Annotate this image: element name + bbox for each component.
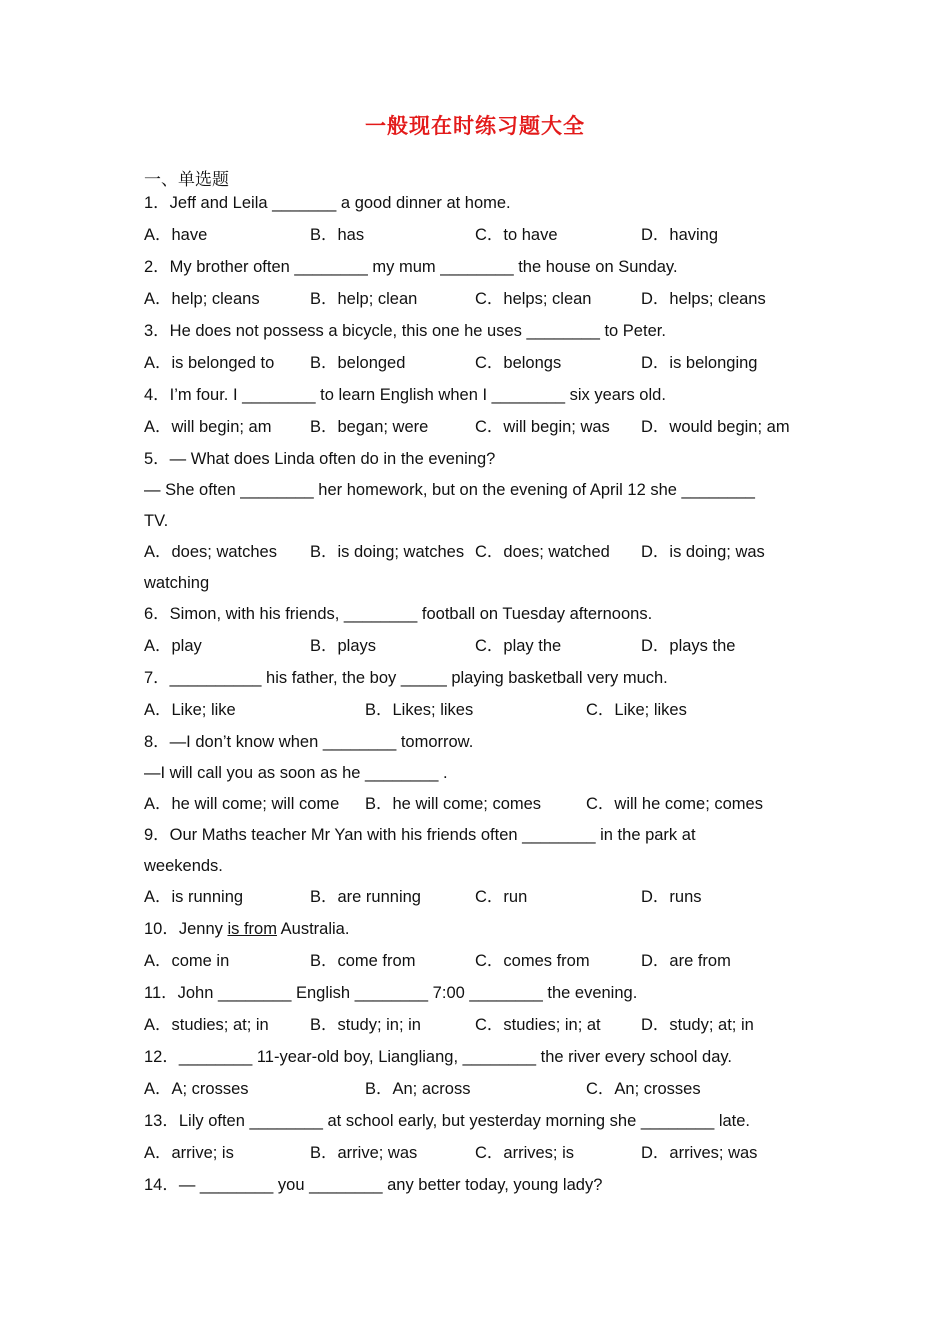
option-b: B．belonged — [310, 354, 406, 372]
option-c: C．Like; likes — [586, 701, 687, 719]
option-b: B．study; in; in — [310, 1016, 421, 1034]
option-a: A．is belonged to — [144, 354, 275, 372]
underlined-phrase: is from — [227, 920, 277, 938]
option-d: D．is doing; was — [641, 543, 765, 561]
option-b: B．come from — [310, 952, 416, 970]
question-5: 5．— What does Linda often do in the evening? — [144, 450, 496, 468]
option-a: A．studies; at; in — [144, 1016, 269, 1034]
section-heading: 一、单选题 — [144, 170, 229, 190]
question-4: 4．I’m four. I ________ to learn English when I ________ six years old. — [144, 386, 666, 404]
option-c: C．play the — [475, 637, 562, 655]
option-a: A．arrive; is — [144, 1144, 234, 1162]
option-d: D．arrives; was — [641, 1144, 758, 1162]
option-a: A．is running — [144, 888, 244, 906]
question-12: 12．________ 11-year-old boy, Liangliang, ________ the river every school day. — [144, 1048, 732, 1066]
question-5-line-3: TV. — [144, 512, 169, 530]
option-b: B．help; clean — [310, 290, 418, 308]
option-c: C．studies; in; at — [475, 1016, 601, 1034]
question-3: 3．He does not possess a bicycle, this one he uses ________ to Peter. — [144, 322, 666, 340]
question-10 — [144, 916, 804, 948]
option-c: C．comes from — [475, 952, 590, 970]
question-5-line-2: — She often ________ her homework, but on the evening of April 12 she ________ — [144, 481, 755, 499]
options-6 — [144, 633, 804, 665]
options-9 — [144, 884, 804, 916]
option-d: D．runs — [641, 888, 702, 906]
question-6: 6．Simon, with his friends, ________ football on Tuesday afternoons. — [144, 605, 653, 623]
question-9: 9．Our Maths teacher Mr Yan with his friends often ________ in the park at — [144, 826, 696, 844]
option-a: A．he will come; will come — [144, 795, 340, 813]
option-a: A．does; watches — [144, 543, 277, 561]
options-12 — [144, 1076, 804, 1108]
options-2 — [144, 286, 804, 318]
option-a: A．help; cleans — [144, 290, 260, 308]
options-1 — [144, 222, 804, 254]
option-c: C．to have — [475, 226, 558, 244]
option-a: A．A; crosses — [144, 1080, 249, 1098]
option-a: A．come in — [144, 952, 230, 970]
option-b: B．began; were — [310, 418, 429, 436]
option-d: D．having — [641, 226, 719, 244]
option-d: D．study; at; in — [641, 1016, 754, 1034]
option-d: D．plays the — [641, 637, 736, 655]
option-d: D．would begin; am — [641, 418, 790, 436]
option-d: D．are from — [641, 952, 731, 970]
option-a: A．play — [144, 637, 202, 655]
option-c: C．run — [475, 888, 528, 906]
option-c: C．does; watched — [475, 543, 610, 561]
option-c: C．belongs — [475, 354, 562, 372]
option-c: C．will he come; comes — [586, 795, 763, 813]
question-list — [144, 190, 804, 1204]
question-8: 8．—I don’t know when ________ tomorrow. — [144, 733, 474, 751]
options-8 — [144, 791, 804, 822]
question-11: 11．John ________ English ________ 7:00 ________ the evening. — [144, 984, 638, 1002]
option-a: A．will begin; am — [144, 418, 272, 436]
question-8-line-2: —I will call you as soon as he ________ . — [144, 764, 448, 782]
options-3 — [144, 350, 804, 382]
option-c: C．arrives; is — [475, 1144, 575, 1162]
option-b: B．An; across — [365, 1080, 471, 1098]
option-c: C．An; crosses — [586, 1080, 701, 1098]
question-9-line-2: weekends. — [144, 857, 223, 875]
question-7: 7．__________ his father, the boy _____ playing basketball very much. — [144, 669, 668, 687]
option-c: C．will begin; was — [475, 418, 610, 436]
option-a: A．have — [144, 226, 208, 244]
options-5 — [144, 539, 804, 570]
options-7 — [144, 697, 804, 729]
question-1: 1．Jeff and Leila _______ a good dinner at home. — [144, 194, 511, 212]
question-13: 13．Lily often ________ at school early, but yesterday morning she ________ late. — [144, 1112, 751, 1130]
option-c: C．helps; clean — [475, 290, 592, 308]
page-title: 一般现在时练习题大全 — [365, 114, 585, 138]
question-10-pre: 10．Jenny — [144, 920, 228, 938]
option-b: B．arrive; was — [310, 1144, 418, 1162]
options-13 — [144, 1140, 804, 1172]
option-b: B．are running — [310, 888, 421, 906]
option-b: B．plays — [310, 637, 377, 655]
option-b: B．he will come; comes — [365, 795, 542, 813]
option-b: B．has — [310, 226, 365, 244]
option-b: B．is doing; watches — [310, 543, 465, 561]
option-d-continued: watching — [144, 574, 210, 592]
question-2: 2．My brother often ________ my mum ________ the house on Sunday. — [144, 258, 678, 276]
option-d: D．is belonging — [641, 354, 758, 372]
options-4 — [144, 414, 804, 446]
question-14: 14．— ________ you ________ any better today, young lady? — [144, 1176, 603, 1194]
options-11 — [144, 1012, 804, 1044]
question-10-post: Australia. — [276, 920, 350, 938]
option-d: D．helps; cleans — [641, 290, 766, 308]
options-10 — [144, 948, 804, 980]
option-b: B．Likes; likes — [365, 701, 474, 719]
option-a: A．Like; like — [144, 701, 236, 719]
